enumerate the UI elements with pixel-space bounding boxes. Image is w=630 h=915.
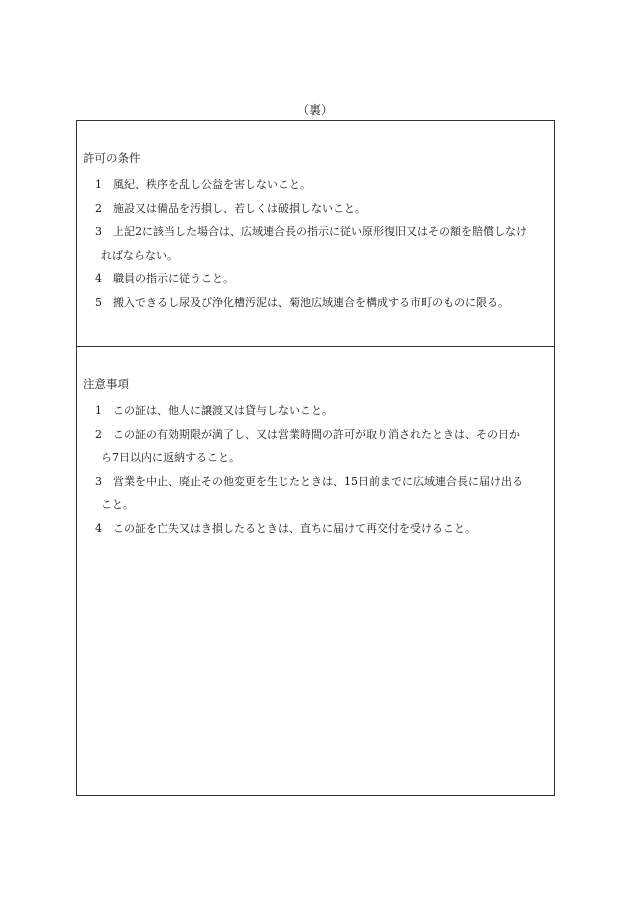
condition-number: 5 <box>95 295 102 309</box>
condition-text: 風紀、秩序を乱し公益を害しないこと。 <box>113 178 311 191</box>
condition-number: 4 <box>95 272 102 285</box>
notes-title: 注意事項 <box>83 377 129 391</box>
note-number: 2 <box>95 427 102 441</box>
notes-list <box>77 399 554 540</box>
conditions-title: 許可の条件 <box>83 151 141 165</box>
note-item <box>77 517 554 541</box>
conditions-list <box>77 173 554 314</box>
condition-number: 2 <box>95 201 102 215</box>
condition-item <box>77 173 554 197</box>
conditions-section <box>77 121 554 347</box>
condition-number: 3 <box>95 225 102 238</box>
note-item <box>77 470 554 517</box>
condition-item <box>77 267 554 291</box>
condition-item <box>77 220 554 267</box>
condition-text: 上記2に該当した場合は、広域連合長の指示に従い原形復旧又はその額を賠償しなけ <box>113 225 527 238</box>
note-text: この証を亡失又はき損したるときは、直ちに届けて再交付を受けること。 <box>113 521 476 535</box>
form-box <box>76 120 555 796</box>
note-text: 営業を中止、廃止その他変更を生じたときは、15日前までに広域連合長に届け出る <box>113 474 523 488</box>
condition-text: 施設又は備品を汚損し、若しくは破損しないこと。 <box>113 201 366 215</box>
condition-text-continued: ればならない。 <box>101 248 178 262</box>
note-text: この証の有効期限が満了し、又は営業時間の許可が取り消されたときは、その日か <box>113 427 520 441</box>
condition-text: 搬入できるし尿及び浄化槽汚泥は、菊池広域連合を構成する市町のものに限る。 <box>113 295 509 309</box>
condition-item <box>77 197 554 221</box>
page-side-label: （裏） <box>296 103 333 117</box>
condition-item <box>77 291 554 315</box>
note-number: 4 <box>95 521 102 535</box>
note-text-continued: こと。 <box>101 498 134 511</box>
note-text-continued: ら7日以内に返納すること。 <box>101 451 240 464</box>
note-text: この証は、他人に譲渡又は貸与しないこと。 <box>113 404 333 417</box>
note-number: 1 <box>95 404 102 417</box>
condition-number: 1 <box>95 178 102 191</box>
note-item <box>77 399 554 423</box>
note-item <box>77 423 554 470</box>
notes-section <box>77 347 554 795</box>
condition-text: 職員の指示に従うこと。 <box>113 272 234 285</box>
note-number: 3 <box>95 474 102 488</box>
